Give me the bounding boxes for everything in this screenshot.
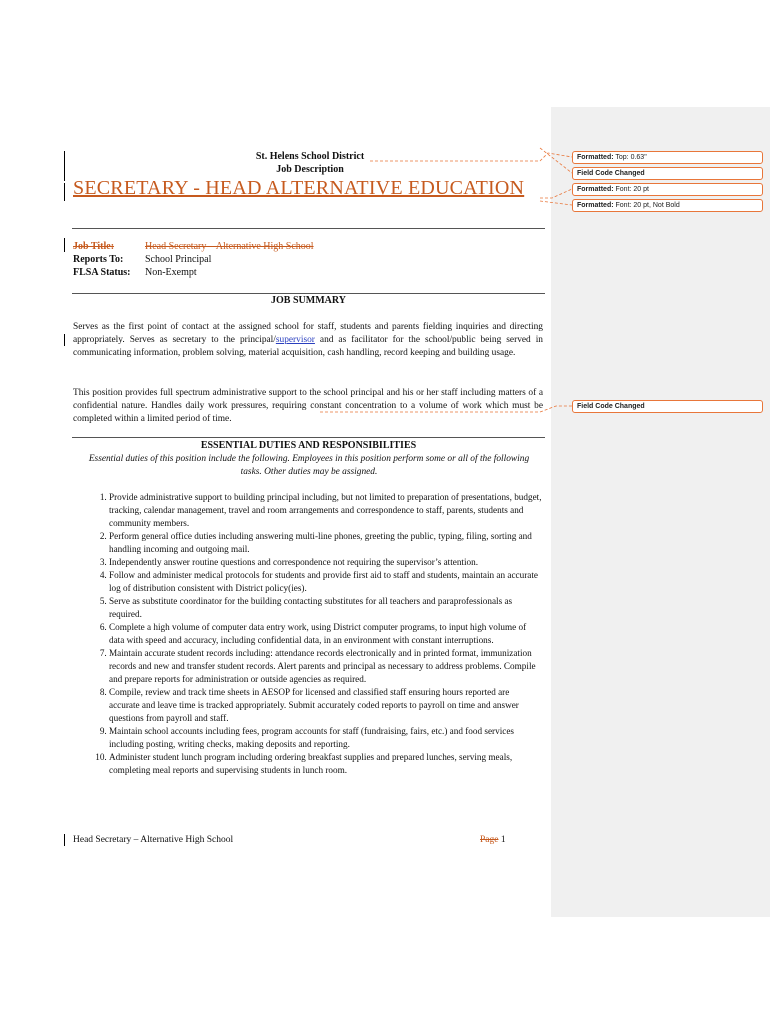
- job-summary-heading: JOB SUMMARY: [271, 295, 346, 306]
- footer-title: Head Secretary – Alternative High School: [73, 835, 234, 845]
- revision-bubble[interactable]: Field Code Changed: [572, 400, 763, 413]
- change-bar: [64, 334, 65, 346]
- job-title-row: [73, 240, 543, 253]
- list-item: 7. Maintain accurate student records including: attendance records electronically and in printed format, immunization records and new and transfer student records. Alert parents and principal as necessary to address problems. Compile and prepare reports for administration or outside agencies as required.: [109, 647, 542, 686]
- duties-heading: ESSENTIAL DUTIES AND RESPONSIBILITIES: [200, 440, 417, 451]
- list-item: 10. Administer student lunch program including ordering breakfast supplies and prepared lunches, serving meals, completing meal reports and supervising students in lunch room.: [109, 751, 542, 777]
- reports-to-label: Reports To:: [73, 254, 124, 265]
- flsa-label: FLSA Status:: [73, 267, 131, 278]
- summary-paragraph-1: Serves as the first point of contact at the assigned school for staff, students and parents fielding inquiries and directing appropriately. Serves as secretary to the principal/supervisor and as facilitator for the school/public being served in communicating information, problem solving, material acquisition, cash handling, record keeping and building usage.: [73, 322, 543, 358]
- reports-to-value: School Principal: [145, 254, 212, 265]
- divider: [72, 437, 545, 438]
- revision-bubble[interactable]: Formatted: Top: 0.63": [572, 151, 763, 164]
- change-bar: [64, 151, 65, 181]
- list-item: 9. Maintain school accounts including fees, program accounts for staff (fundraising, fairs, etc.) and food services including posting, writing checks, making deposits and reporting.: [109, 725, 542, 751]
- flsa-row: [73, 266, 543, 279]
- footer-page: [480, 835, 506, 845]
- list-item: 2. Perform general office duties including answering multi-line phones, greeting the public, typing, filing, sorting and handling incoming and outgoing mail.: [109, 530, 542, 556]
- change-bar: [64, 238, 65, 252]
- page-label-deleted: Page: [480, 835, 499, 845]
- document-title: SECRETARY - HEAD ALTERNATIVE EDUCATION: [73, 177, 525, 199]
- revision-bubble[interactable]: Formatted: Font: 20 pt: [572, 183, 763, 196]
- revision-bubble[interactable]: Formatted: Font: 20 pt, Not Bold: [572, 199, 763, 212]
- revision-bubble[interactable]: Field Code Changed: [572, 167, 763, 180]
- document-type: Job Description: [276, 164, 344, 175]
- duties-intro: Essential duties of this position include the following. Employees in this position perform some or all of the following tasks. Other duties may be assigned.: [88, 454, 530, 477]
- divider: [72, 293, 545, 294]
- job-title-value: Head Secretary – Alternative High School: [145, 241, 314, 252]
- summary-paragraph-2: This position provides full spectrum administrative support to the school principal and his or her staff including matters of a confidential nature. Handles daily work pressures, requiring constant concentration to a volume of work which must be completed within a limited period of time.: [73, 388, 543, 424]
- reports-to-row: [73, 253, 543, 266]
- supervisor-link[interactable]: supervisor: [275, 335, 315, 345]
- job-title-label: Job Title:: [73, 241, 115, 252]
- list-item: 3. Independently answer routine questions and correspondence not requiring the supervisor’s attention.: [109, 556, 542, 569]
- list-item: 4. Follow and administer medical protocols for students and provide first aid to staff and students, maintain an accurate log of distribution consistent with District policy(ies).: [109, 569, 542, 595]
- comments-margin-pane: [551, 107, 770, 917]
- duties-list: [72, 491, 542, 777]
- list-item: 1. Provide administrative support to building principal including, but not limited to preparation of presentations, budget, tracking, calendar management, travel and room arrangements and correspondence to staff, parents, students and community members.: [109, 491, 542, 530]
- job-info: [73, 240, 543, 279]
- flsa-value: Non-Exempt: [145, 267, 197, 278]
- divider: [72, 228, 545, 229]
- page-number: 1: [500, 835, 506, 845]
- list-item: 8. Compile, review and track time sheets in AESOP for licensed and classified staff ensuring hours reported are accurate and leave time is tracked appropriately. Submit accurately coded reports to payroll on time and answer questions from payroll and staff.: [109, 686, 542, 725]
- change-bar: [64, 183, 65, 201]
- district-name: St. Helens School District: [255, 151, 365, 162]
- list-item: 5. Serve as substitute coordinator for the building contacting substitutes for all teachers and paraprofessionals as required.: [109, 595, 542, 621]
- change-bar: [64, 834, 65, 846]
- list-item: 6. Complete a high volume of computer data entry work, using District computer programs, to input high volume of data with speed and accuracy, including confidential data, in an environment with constant interruptions.: [109, 621, 542, 647]
